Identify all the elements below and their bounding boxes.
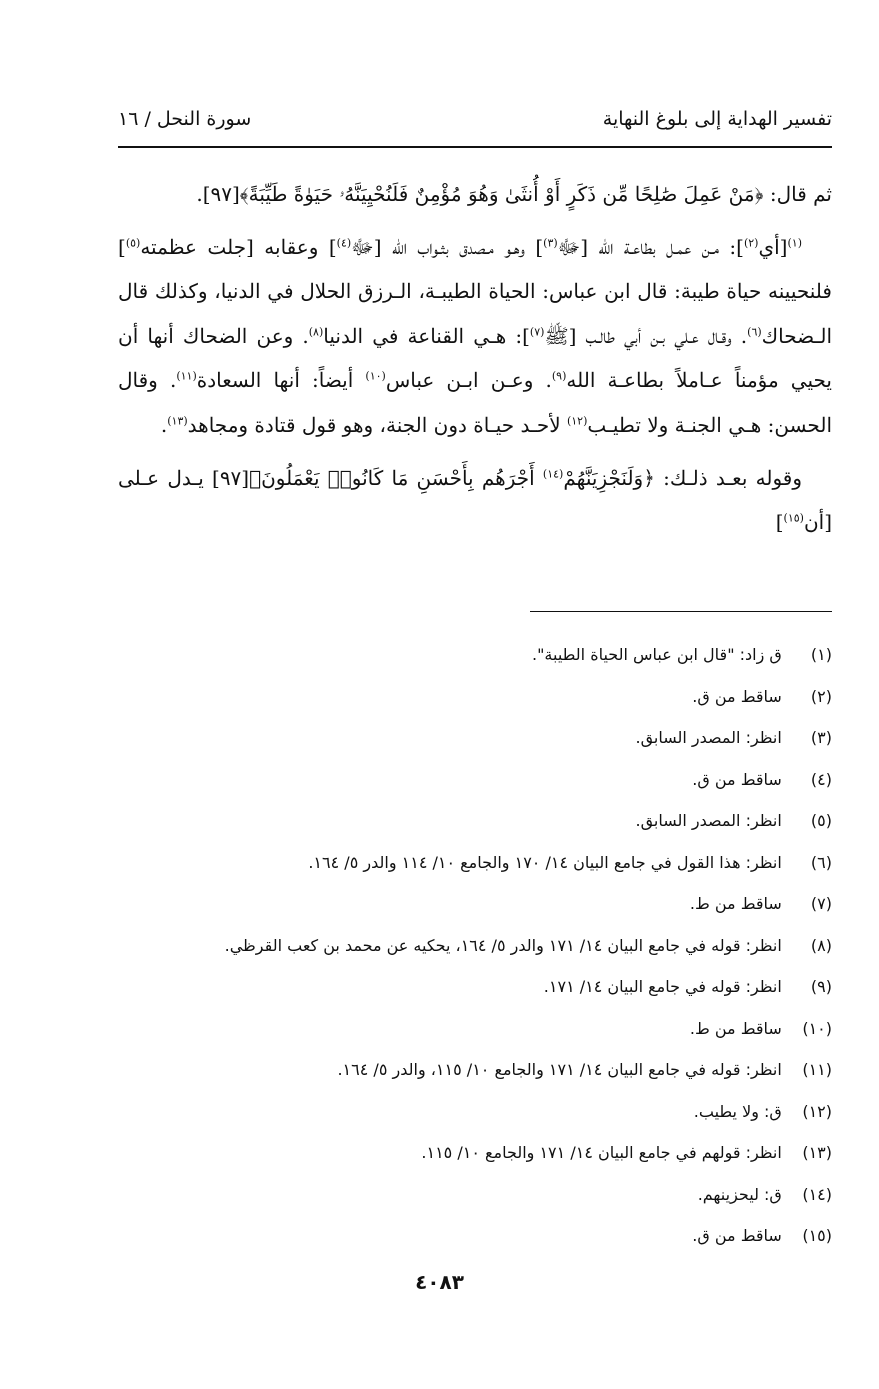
verse-line: ثم قال: ﴿مَنْ عَمِلَ صَٰلِحًا مِّن ذَكَرٍ أَوْ أُنثَىٰ وَهُوَ مُؤْمِنٌ فَلَنُحْيِيَنَّهُۥ حَيَوٰةً طَيِّبَةً﴾[٩٧]. — [196, 182, 832, 206]
text-segment: لأحـد حيـاة دون الجنة، وهو قول قتادة ومجاهد — [187, 412, 567, 437]
text-segment: ] وهـو مـصدق بثـواب الله [ﷻ — [351, 234, 544, 259]
footnote-rule — [530, 611, 832, 612]
footnote — [118, 1132, 832, 1174]
footnote — [118, 1091, 832, 1133]
footnote — [118, 800, 832, 842]
footnote-text: انظر: المصدر السابق. — [635, 811, 792, 830]
footnote-number: (١٣) — [802, 1143, 832, 1162]
footnote — [118, 634, 832, 676]
text-segment: . وعن الضحاك أنها أن يحيي مؤمناً عـاملاً بطاعـة الله — [118, 323, 832, 393]
footnote-text: انظر: قوله في جامع البيان ١٤/ ١٧١ والدر ٥/ ١٦٤، يحكيه عن محمد بن كعب القرظي. — [224, 935, 792, 955]
footnote — [118, 842, 832, 884]
footnote-number: (٣) — [810, 728, 832, 747]
footnote-text: ساقط من ق. — [692, 769, 792, 789]
footnote-number: (٤) — [810, 769, 832, 789]
footnote — [118, 1049, 832, 1091]
footnote-number: (٧) — [810, 894, 832, 913]
footnote-number: (١٢) — [802, 1101, 832, 1121]
footnote-text: انظر: المصدر السابق. — [635, 728, 792, 747]
footnote — [118, 676, 832, 718]
footnote-ref[interactable]: (١٢) — [566, 414, 588, 428]
footnote — [118, 1215, 832, 1257]
footnote-ref[interactable]: (١٠) — [365, 369, 386, 383]
book-title: تفسير الهداية إلى بلوغ النهاية — [602, 108, 832, 130]
footnote-ref[interactable]: (١٣) — [167, 414, 188, 428]
footnote-number: (١٠) — [802, 1018, 832, 1038]
commentary-paragraph-2 — [118, 456, 832, 545]
footnote-text: انظر: قوله في جامع البيان ١٤/ ١٧١ والجامع ١٠/ ١١٥، والدر ٥/ ١٦٤. — [337, 1060, 792, 1079]
footnote — [118, 759, 832, 801]
footnote-number: (١٤) — [802, 1184, 832, 1204]
footnote-text: ساقط من ق. — [692, 686, 792, 706]
footnote-text: ساقط من ط. — [689, 1018, 792, 1038]
footnote — [118, 1174, 832, 1216]
footnote-text: ق: ليحزينهم. — [697, 1184, 792, 1204]
footnote — [118, 966, 832, 1008]
text-segment: ] — [775, 510, 784, 535]
footnote-ref[interactable]: (٥) — [125, 235, 141, 249]
footnote-ref[interactable]: (٩) — [551, 369, 567, 383]
text-segment: وقوله بعـد ذلـك: ﴿وَلَنَجْزِيَنَّهُمْ — [563, 465, 802, 490]
footnote-number: (٩) — [810, 977, 832, 996]
footnote-text: ق زاد: "قال ابن عباس الحياة الطيبة". — [531, 645, 792, 664]
footnote-text: انظر: قولهم في جامع البيان ١٤/ ١٧١ والجامع ١٠/ ١١٥. — [421, 1143, 792, 1162]
footnote-ref[interactable]: (٣) — [543, 235, 558, 249]
footnote-ref[interactable]: (٢) — [743, 235, 759, 249]
footnote — [118, 883, 832, 925]
footnote-number: (٨) — [810, 935, 832, 955]
footnote-number: (١٥) — [802, 1226, 832, 1245]
text-segment: أيضاً: أنها السعادة — [196, 368, 366, 393]
footnote-number: (٢) — [810, 686, 832, 706]
commentary-paragraph — [118, 225, 832, 448]
text-segment: . وقال الحسن: هـي الجنـة ولا تطيـب — [118, 368, 832, 437]
running-header — [118, 108, 832, 130]
footnote-ref[interactable]: (٤) — [336, 235, 352, 249]
footnote-text: انظر: قوله في جامع البيان ١٤/ ١٧١. — [543, 977, 792, 996]
text-segment: ] فلنحيينه حياة طيبة: قال ابن عباس: الحياة الطيبـة، الـرزق الحلال في الدنيا، وكذلك قال الـضحاك — [118, 234, 833, 348]
footnote — [118, 717, 832, 759]
footnote-text: ق: ولا يطيب. — [693, 1101, 792, 1121]
footnote-ref[interactable]: (١٤) — [542, 466, 564, 480]
text-segment: . وقـال عـلي بـن أبي طالـب [ﷺ — [544, 323, 748, 348]
text-segment: ]: هـي القناعة في الدنيا — [323, 323, 530, 348]
header-rule — [118, 146, 832, 148]
footnote-ref[interactable]: (١٥) — [783, 511, 804, 525]
footnote-text: ساقط من ق. — [692, 1226, 792, 1245]
footnote-number: (١) — [810, 645, 832, 664]
text-segment: . — [160, 412, 168, 437]
footnote-ref[interactable]: (١) — [787, 235, 802, 249]
footnote-text: انظر: هذا القول في جامع البيان ١٤/ ١٧٠ والجامع ١٠/ ١١٤ والدر ٥/ ١٦٤. — [308, 852, 792, 872]
main-text — [118, 172, 832, 553]
surah-reference: سورة النحل / ١٦ — [118, 108, 252, 130]
footnote-ref[interactable]: (٧) — [529, 325, 545, 339]
text-segment: . وعـن ابـن عباس — [385, 368, 552, 393]
text-segment: [أي — [758, 234, 788, 259]
text-segment: أَجْرَهُم بِأَحْسَنِ مَا كَانُوا۟ يَعْمَلُونَ﴾[٩٧] يـدل عـلى [أن — [118, 465, 832, 535]
footnote — [118, 1008, 832, 1050]
footnote-number: (٥) — [810, 811, 832, 830]
text-segment: ] وعقابه [جلت عظمته — [140, 234, 337, 259]
footnote-number: (٦) — [810, 852, 832, 872]
page-number: ٤٠٨٣ — [415, 1270, 464, 1294]
footnote-number: (١١) — [802, 1060, 832, 1079]
footnote — [118, 925, 832, 967]
footnotes — [118, 634, 832, 1257]
footnote-ref[interactable]: (١١) — [176, 369, 197, 383]
text-segment: ]: مـن عمـل بطاعـة الله [ﷻ — [557, 234, 744, 259]
footnote-ref[interactable]: (٦) — [747, 325, 762, 339]
footnote-text: ساقط من ط. — [689, 894, 792, 913]
footnote-ref[interactable]: (٨) — [308, 325, 324, 339]
